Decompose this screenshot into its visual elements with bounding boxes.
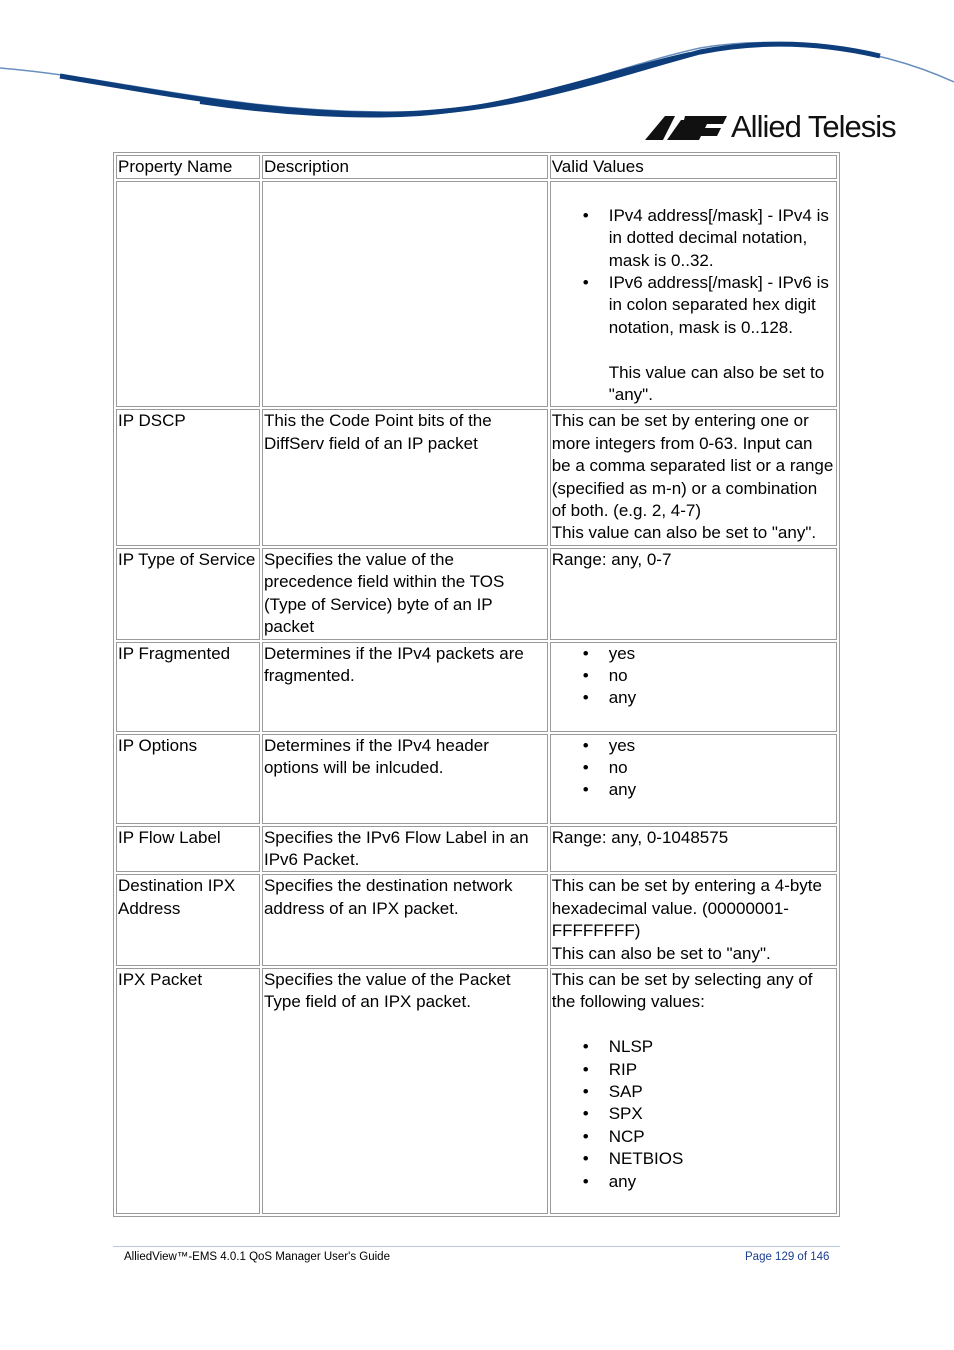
- description-cell: Specifies the IPv6 Flow Label in an IPv6 Packet.: [262, 826, 548, 873]
- list-item: • NCP: [609, 1126, 836, 1148]
- list-item: • IPv6 address[/mask] - IPv6 is in colon separated hex digit notation, mask is 0..128.: [609, 272, 836, 339]
- list-item: • no: [609, 665, 836, 687]
- list-item: • yes: [609, 735, 836, 757]
- description-cell: Specifies the destination network address of an IPX packet.: [262, 874, 548, 966]
- table-row: [116, 874, 837, 966]
- list-item: • any: [609, 687, 836, 709]
- property-name-cell: IP Flow Label: [116, 826, 260, 873]
- header-valid-values: Valid Values: [550, 155, 837, 179]
- list-item: • any: [609, 1171, 836, 1193]
- property-name-cell: IP Fragmented: [116, 642, 260, 732]
- valid-values-cell: [550, 968, 837, 1214]
- description-cell: Determines if the IPv4 packets are fragmented.: [262, 642, 548, 732]
- footer-page-number: Page 129 of 146: [745, 1251, 830, 1263]
- logo-wordmark: Allied Telesis: [731, 109, 896, 144]
- valid-values-cell: [550, 642, 837, 732]
- property-name-cell: IP Options: [116, 734, 260, 824]
- table-row: [116, 826, 837, 873]
- footer-document-title: AlliedView™-EMS 4.0.1 QoS Manager User's Guide: [124, 1251, 390, 1263]
- property-table: [113, 152, 840, 1217]
- property-name-cell: IP DSCP: [116, 409, 260, 545]
- allied-telesis-logo: [645, 110, 896, 144]
- list-item: • RIP: [609, 1059, 836, 1081]
- valid-values-cell: [550, 181, 837, 407]
- list-item: • yes: [609, 643, 836, 665]
- list-item: • NLSP: [609, 1036, 836, 1058]
- valid-values-note: This value can also be set to "any".: [608, 362, 825, 405]
- valid-values-cell: Range: any, 0-1048575: [550, 826, 837, 873]
- valid-values-list: [552, 1036, 836, 1193]
- list-item: • any: [609, 779, 836, 801]
- valid-values-list: [552, 643, 836, 710]
- list-item: • SPX: [609, 1103, 836, 1125]
- table-header-row: [116, 155, 837, 179]
- valid-values-cell: This can be set by entering a 4-byte hexadecimal value. (00000001-FFFFFFFF) This can also be set to "any".: [550, 874, 837, 966]
- property-name-cell: [116, 181, 260, 407]
- description-cell: Specifies the value of the Packet Type field of an IPX packet.: [262, 968, 548, 1214]
- table-row: [116, 642, 837, 732]
- table-row: [116, 548, 837, 640]
- valid-values-cell: [550, 734, 837, 824]
- table-row: [116, 181, 837, 407]
- valid-values-list: [552, 735, 836, 802]
- header-description: Description: [262, 155, 548, 179]
- list-item: • no: [609, 757, 836, 779]
- description-cell: This the Code Point bits of the DiffServ field of an IP packet: [262, 409, 548, 545]
- valid-values-list: [552, 205, 836, 339]
- list-item: • NETBIOS: [609, 1148, 836, 1170]
- allied-telesis-logo-mark: [645, 112, 727, 142]
- footer-divider: [113, 1246, 840, 1247]
- description-cell: Specifies the value of the precedence field within the TOS (Type of Service) byte of an IP packet: [262, 548, 548, 640]
- property-name-cell: IP Type of Service: [116, 548, 260, 640]
- description-cell: Determines if the IPv4 header options will be inlcuded.: [262, 734, 548, 824]
- header-property-name: Property Name: [116, 155, 260, 179]
- valid-values-cell: Range: any, 0-7: [550, 548, 837, 640]
- list-item: • SAP: [609, 1081, 836, 1103]
- table-row: [116, 734, 837, 824]
- table-row: [116, 968, 837, 1214]
- description-cell: [262, 181, 548, 407]
- property-name-cell: IPX Packet: [116, 968, 260, 1214]
- table-row: [116, 409, 837, 545]
- list-item: • IPv4 address[/mask] - IPv4 is in dotted decimal notation, mask is 0..32.: [609, 205, 836, 272]
- valid-values-cell: This can be set by entering one or more integers from 0-63. Input can be a comma separated list or a range (specified as m-n) or a combination of both. (e.g. 2, 4-7) This value can also be set to "any".: [550, 409, 837, 545]
- valid-values-intro: This can be set by selecting any of the following values:: [551, 969, 813, 1012]
- property-name-cell: Destination IPX Address: [116, 874, 260, 966]
